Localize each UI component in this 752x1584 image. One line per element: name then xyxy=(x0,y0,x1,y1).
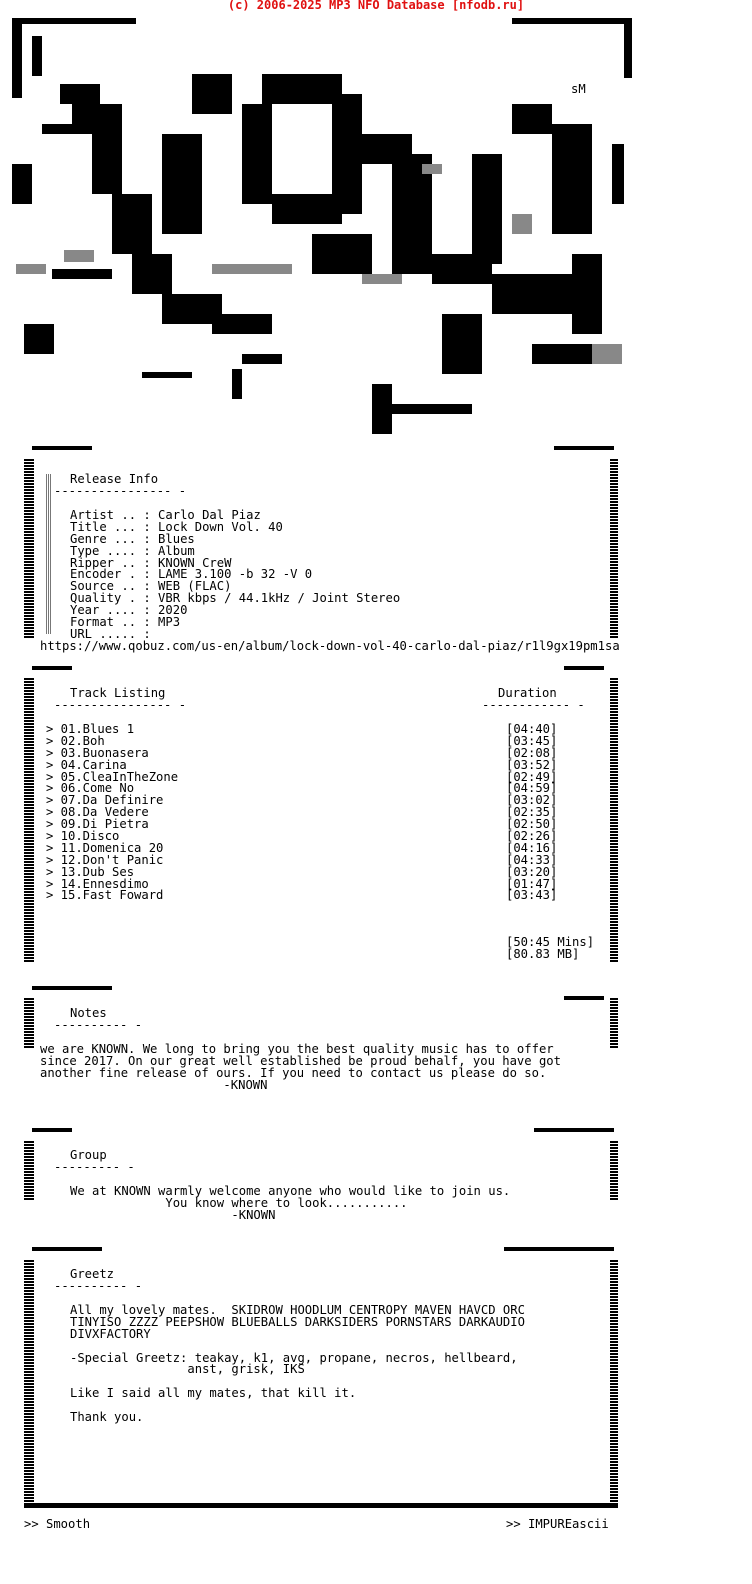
frame-top-left xyxy=(32,446,92,450)
frame-top-left xyxy=(32,1128,72,1132)
greetz-heading-rule: ---------- - xyxy=(54,1279,143,1293)
group-line: You know where to look........... xyxy=(70,1195,408,1210)
release-url: https://www.qobuz.com/us-en/album/lock-down-vol-40-carlo-dal-piaz/r1l9gx19pm1sa xyxy=(40,639,620,653)
track-duration: [04:40] xyxy=(506,722,558,736)
track-name: > 03.Buonasera xyxy=(46,745,149,760)
ascii-logo-graphic xyxy=(12,14,637,444)
track-name: > 15.Fast Foward xyxy=(46,888,164,903)
frame-top-right xyxy=(504,1247,614,1251)
total-size: [80.83 MB] xyxy=(506,947,580,961)
track-name: > 06.Come No xyxy=(46,781,135,796)
track-duration: [02:50] xyxy=(506,817,558,832)
frame-left xyxy=(24,678,34,962)
release-field-value: WEB (FLAC) xyxy=(150,579,232,594)
greetz-line: DIVXFACTORY xyxy=(70,1326,151,1341)
release-field-value: 2020 xyxy=(150,603,188,618)
release-field-key: Quality . : xyxy=(70,591,151,606)
notes-line: since 2017. On our great well established be proud behalf, you have got xyxy=(40,1053,561,1068)
track-duration: [01:47] xyxy=(506,876,558,891)
release-field-value: KNOWN CreW xyxy=(150,555,232,570)
frame-left xyxy=(24,458,34,638)
frame-top-right xyxy=(554,446,614,450)
release-field-key: Encoder . : xyxy=(70,567,151,582)
greetz-line: -Special Greetz: teakay, k1, avg, propane, necros, hellbeard, xyxy=(70,1350,518,1365)
release-field-key: Source .. : xyxy=(70,579,151,594)
release-field-value: Blues xyxy=(150,531,195,546)
track-duration: [03:45] xyxy=(506,733,558,748)
frame-top-left xyxy=(32,1247,102,1251)
release-info-box xyxy=(24,444,618,644)
track-duration: [03:20] xyxy=(506,864,558,879)
frame-right xyxy=(610,998,618,1048)
release-field-value: Carlo Dal Piaz xyxy=(150,508,261,522)
track-duration: [04:16] xyxy=(506,840,558,855)
release-field-key: Year .... : xyxy=(70,603,151,618)
notes-text xyxy=(40,1044,561,1092)
track-name: > 01.Blues 1 xyxy=(46,722,135,736)
track-name: > 09.Di Pietra xyxy=(46,817,149,832)
release-field-value: MP3 xyxy=(150,615,181,630)
track-duration: [03:02] xyxy=(506,793,558,808)
greetz-line: Thank you. xyxy=(70,1410,144,1425)
group-box xyxy=(24,1126,618,1226)
tracks-heading: Track Listing xyxy=(70,686,166,700)
release-field-value: VBR kbps / 44.1kHz / Joint Stereo xyxy=(150,591,401,606)
frame-left xyxy=(24,1140,34,1200)
art-signature: sM xyxy=(571,82,586,96)
frame-right xyxy=(610,1259,618,1505)
greetz-box xyxy=(24,1245,618,1515)
release-heading: Release Info xyxy=(70,472,159,486)
notes-box xyxy=(24,984,618,1094)
track-name: > 11.Domenica 20 xyxy=(46,840,164,855)
notes-line: we are KNOWN. We long to bring you the best quality music has to offer xyxy=(40,1042,554,1056)
release-field-key: Ripper .. : xyxy=(70,555,151,570)
track-duration: [03:43] xyxy=(506,888,558,903)
track-name: > 07.Da Definire xyxy=(46,793,164,808)
tracks-heading-rule: ---------------- - xyxy=(54,698,187,712)
notes-line: -KNOWN xyxy=(40,1077,268,1092)
track-name: > 14.Ennesdimo xyxy=(46,876,149,891)
notes-heading-rule: ---------- - xyxy=(54,1018,143,1032)
footer-left-credit: >> Smooth xyxy=(24,1517,91,1531)
track-duration: [03:52] xyxy=(506,757,558,772)
frame-top-left xyxy=(32,666,72,670)
track-name: > 08.Da Vedere xyxy=(46,805,149,820)
release-field-key: Artist .. : xyxy=(70,508,151,522)
track-name: > 12.Don't Panic xyxy=(46,852,164,867)
track-name: > 13.Dub Ses xyxy=(46,864,135,879)
greetz-line: All my lovely mates. SKIDROW HOODLUM CENTROPY MAVEN HAVCD ORC xyxy=(70,1303,525,1317)
greetz-heading: Greetz xyxy=(70,1267,115,1281)
track-duration: [02:26] xyxy=(506,829,558,844)
track-durations xyxy=(506,724,557,902)
release-field-key: Title ... : xyxy=(70,519,151,534)
track-name: > 02.Boh xyxy=(46,733,105,748)
duration-heading-rule: ------------ - xyxy=(482,698,585,712)
track-duration: [02:08] xyxy=(506,745,558,760)
footer-right-credit: >> IMPUREascii xyxy=(506,1517,609,1531)
release-fields xyxy=(70,510,400,641)
shade-bar xyxy=(46,474,52,634)
group-heading: Group xyxy=(70,1148,107,1162)
frame-top-right xyxy=(564,996,604,1000)
release-field-key: Genre ... : xyxy=(70,531,151,546)
release-field-value: Album xyxy=(150,543,195,558)
greetz-line: Like I said all my mates, that kill it. xyxy=(70,1386,357,1401)
track-name: > 10.Disco xyxy=(46,829,120,844)
track-duration: [02:35] xyxy=(506,805,558,820)
release-field-value: LAME 3.100 -b 32 -V 0 xyxy=(150,567,313,582)
frame-bottom xyxy=(24,1503,618,1508)
frame-left xyxy=(24,1259,34,1505)
track-duration: [02:49] xyxy=(506,769,558,784)
notes-line: another fine release of ours. If you need to contact us please do so. xyxy=(40,1065,547,1080)
release-field-value: Lock Down Vol. 40 xyxy=(150,519,283,534)
release-field-key: URL ..... : xyxy=(70,626,151,641)
known-ascii-logo xyxy=(12,14,637,444)
track-duration: [04:33] xyxy=(506,852,558,867)
frame-top-right xyxy=(564,666,604,670)
track-duration: [04:59] xyxy=(506,781,558,796)
track-name: > 05.CleaInTheZone xyxy=(46,769,179,784)
frame-top-left xyxy=(32,986,112,990)
track-list xyxy=(46,724,178,902)
track-name: > 04.Carina xyxy=(46,757,127,772)
group-text xyxy=(70,1186,510,1222)
group-heading-rule: --------- - xyxy=(54,1160,135,1174)
release-heading-rule: ---------------- - xyxy=(54,484,187,498)
frame-top-right xyxy=(534,1128,614,1132)
notes-heading: Notes xyxy=(70,1006,107,1020)
group-line: -KNOWN xyxy=(70,1207,276,1222)
release-field-key: Format .. : xyxy=(70,615,151,630)
greetz-line: TINYISO ZZZZ PEEPSHOW BLUEBALLS DARKSIDERS PORNSTARS DARKAUDIO xyxy=(70,1314,525,1329)
frame-right xyxy=(610,1140,618,1200)
frame-right xyxy=(610,678,618,962)
release-field-key: Type .... : xyxy=(70,543,151,558)
total-time: [50:45 Mins] xyxy=(506,935,595,949)
frame-right xyxy=(610,458,618,638)
duration-heading: Duration xyxy=(498,686,557,700)
greetz-line: anst, grisk, IKS xyxy=(70,1362,305,1377)
greetz-text xyxy=(70,1305,525,1424)
frame-left xyxy=(24,998,34,1048)
group-line: We at KNOWN warmly welcome anyone who would like to join us. xyxy=(70,1184,511,1198)
track-listing-box xyxy=(24,664,618,964)
nfodb-copyright-header: (c) 2006-2025 MP3 NFO Database [nfodb.ru] xyxy=(227,0,525,12)
